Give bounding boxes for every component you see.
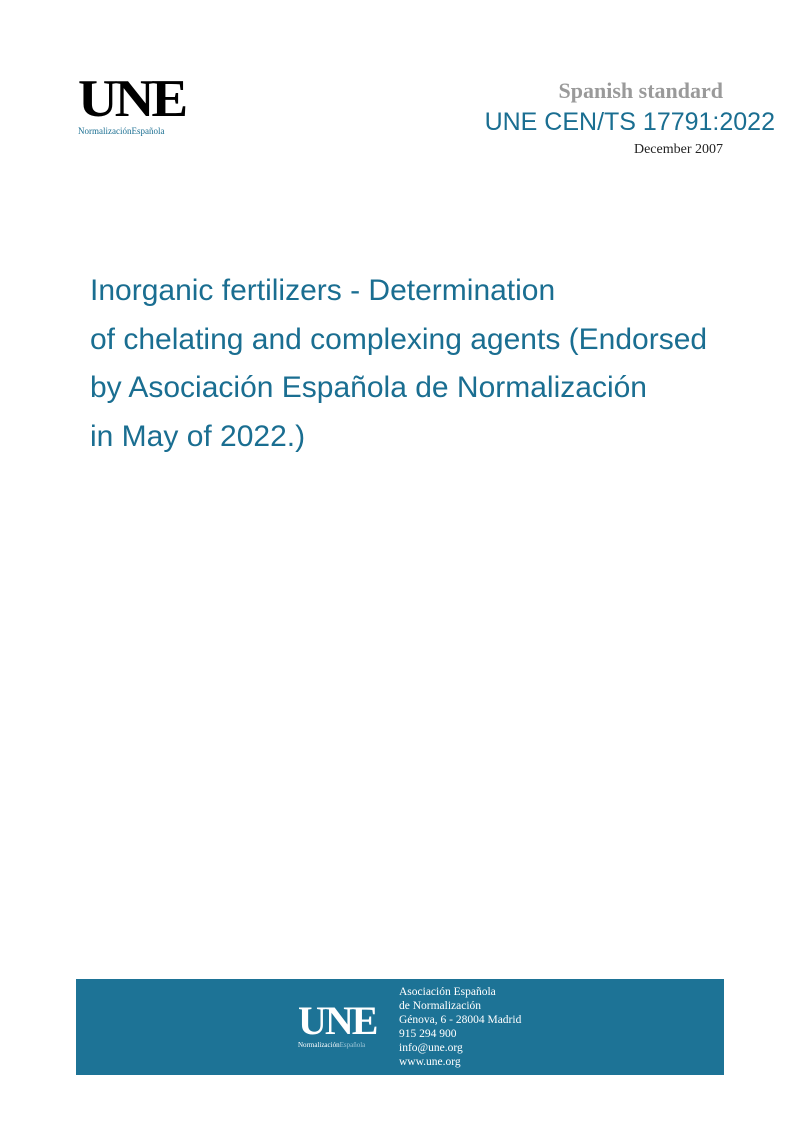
une-logo-mark: UNE bbox=[78, 70, 186, 128]
standard-code: UNE CEN/TS 17791:2022 bbox=[484, 108, 775, 136]
title-line-3: by Asociación Española de Normalización bbox=[90, 371, 647, 404]
title-line-1: Inorganic fertilizers - Determination bbox=[90, 274, 556, 307]
une-logo bbox=[78, 70, 198, 144]
standard-header bbox=[415, 78, 775, 159]
footer-contact-info bbox=[399, 986, 521, 1069]
footer-org-name-line-2: de Normalización bbox=[399, 999, 482, 1012]
footer-website: www.une.org bbox=[399, 1055, 461, 1068]
footer-address: Génova, 6 - 28004 Madrid bbox=[399, 1013, 522, 1026]
footer-phone: 915 294 900 bbox=[399, 1027, 457, 1040]
footer-band bbox=[76, 979, 724, 1075]
document-title bbox=[90, 267, 790, 461]
footer-logo-mark: UNE bbox=[298, 998, 377, 1043]
title-line-4: in May of 2022.) bbox=[90, 419, 306, 453]
footer-email: info@une.org bbox=[399, 1041, 463, 1054]
footer-logo-sub-normalizacion: Normalización bbox=[298, 1041, 340, 1049]
footer-logo-sub-espanola: Española bbox=[339, 1041, 366, 1049]
document-type: Spanish standard bbox=[558, 78, 723, 103]
logo-sub-espanola: Española bbox=[131, 126, 165, 136]
footer-org-name-line-1: Asociación Española bbox=[399, 986, 496, 998]
standard-date: December 2007 bbox=[633, 142, 723, 157]
footer-une-logo bbox=[298, 998, 388, 1052]
title-line-2: of chelating and complexing agents (Endorsed bbox=[90, 322, 708, 356]
logo-sub-normalizacion: Normalización bbox=[78, 126, 132, 136]
